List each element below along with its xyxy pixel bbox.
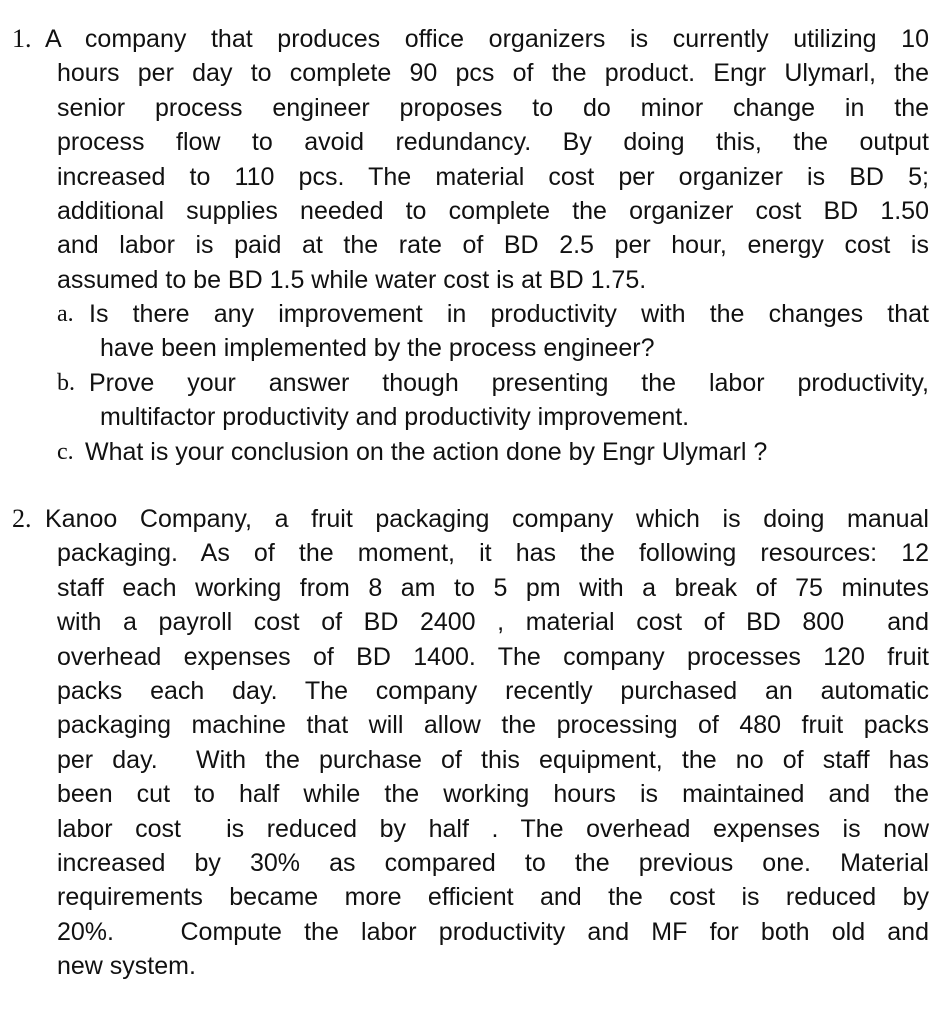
text-line: Is there any improvement in productivity with the changes that [89,300,929,328]
text-line: per day. With the purchase of this equipment, the no of staff has [57,745,929,774]
text-line: process flow to avoid redundancy. By doing this, the output [57,128,929,157]
problem-number: 1. [12,24,32,53]
text-line: have been implemented by the process engineer? [100,334,655,363]
text-line: with a payroll cost of BD 2400 , material cost of BD 800 and [57,608,929,637]
subquestion-c [57,435,929,469]
text-line: hours per day to complete 90 pcs of the product. Engr Ulymarl, the [57,59,929,88]
text-line: overhead expenses of BD 1400. The company processes 120 fruit [57,642,929,671]
text-line: been cut to half while the working hours is maintained and the [57,780,929,809]
subquestion-letter: c. [57,438,74,465]
text-line: requirements became more efficient and the cost is reduced by [57,883,929,912]
subquestion-list [57,297,929,469]
text-line: and labor is paid at the rate of BD 2.5 per hour, energy cost is [57,231,929,260]
problem-number: 2. [12,504,32,533]
text-line: senior process engineer proposes to do minor change in the [57,93,929,122]
text-line: Kanoo Company, a fruit packaging company which is doing manual [45,505,929,533]
text-line: What is your conclusion on the action done by Engr Ulymarl ? [85,437,768,466]
text-line: packaging machine that will allow the processing of 480 fruit packs [57,711,929,740]
subquestion-letter: b. [57,369,75,396]
text-line: multifactor productivity and productivity improvement. [100,403,690,432]
text-line: labor cost is reduced by half . The overhead expenses is now [57,814,929,843]
subquestion-a [57,297,929,366]
text-line: additional supplies needed to complete the organizer cost BD 1.50 [57,197,929,226]
text-line: Prove your answer though presenting the labor productivity, [89,368,929,397]
subquestion-b [57,366,929,435]
problem-text [45,22,929,297]
text-line: 20%. Compute the labor productivity and MF for both old and [57,917,929,946]
text-line: increased to 110 pcs. The material cost per organizer is BD 5; [57,162,929,191]
text-line: new system. [57,952,196,981]
text-line: increased by 30% as compared to the previous one. Material [57,849,929,878]
subquestion-letter: a. [57,301,74,327]
problem-text [45,502,929,984]
text-line: staff each working from 8 am to 5 pm with a break of 75 minutes [57,573,929,602]
text-line: assumed to be BD 1.5 while water cost is at BD 1.75. [57,265,647,294]
text-line: A company that produces office organizers is currently utilizing 10 [45,25,929,53]
text-line: packs each day. The company recently purchased an automatic [57,677,929,706]
text-line: packaging. As of the moment, it has the following resources: 12 [57,539,929,568]
